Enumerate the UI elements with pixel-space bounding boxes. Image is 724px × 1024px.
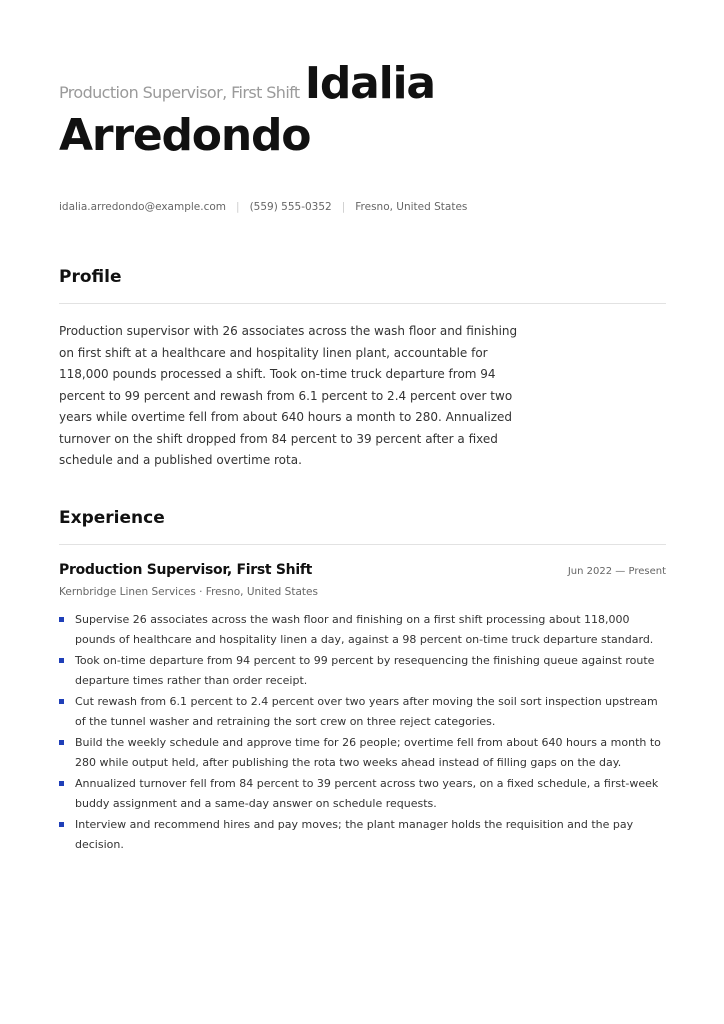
job-bullet-text: Build the weekly schedule and approve time for 26 people; overtime fell from about 640 hours a month to 280 while output held, after publishing the rota two weeks ahead instead of filling gaps on the day. <box>75 736 661 769</box>
job-bullet-text: Took on-time departure from 94 percent to 99 percent by resequencing the finishing queue against route departure times rather than order receipt. <box>75 654 655 687</box>
job-bullet <box>59 815 666 854</box>
headline: Production Supervisor, First Shift <box>59 83 300 102</box>
job-bullet-text: Supervise 26 associates across the wash floor and finishing on a first shift processing about 118,000 pounds of healthcare and hospitality linen a day, against a 98 percent on-time truck departure standard. <box>75 613 654 646</box>
job-bullet-text: Cut rewash from 6.1 percent to 2.4 percent over two years after moving the soil sort inspection upstream of the tunnel washer and retraining the sort crew on three reject categories. <box>75 695 658 728</box>
bullet-square-icon <box>59 740 64 745</box>
profile-heading: Profile <box>59 267 122 287</box>
name-last: Arredondo <box>59 110 311 161</box>
contact-separator: | <box>236 201 240 213</box>
job-title: Production Supervisor, First Shift <box>59 562 313 578</box>
experience-heading: Experience <box>59 508 165 528</box>
contact-phone[interactable]: (559) 555-0352 <box>249 201 332 213</box>
contact-location: Fresno, United States <box>355 201 468 213</box>
job-bullet <box>59 733 666 772</box>
bullet-square-icon <box>59 699 64 704</box>
contact-email[interactable]: idalia.arredondo@example.com <box>59 201 227 213</box>
bullet-square-icon <box>59 822 64 827</box>
job-bullet-text: Annualized turnover fell from 84 percent to 39 percent across two years, on a fixed schedule, a first-week buddy assignment and a same-day answer on schedule requests. <box>75 777 659 810</box>
job-organization: Kernbridge Linen Services · Fresno, United States <box>59 586 318 598</box>
job-bullet-list <box>59 610 666 856</box>
bullet-square-icon <box>59 617 64 622</box>
job-bullet <box>59 692 666 731</box>
job-bullet-text: Interview and recommend hires and pay moves; the plant manager holds the requisition and the pay decision. <box>75 818 634 851</box>
contact-line <box>59 201 467 213</box>
job-bullet <box>59 651 666 690</box>
bullet-square-icon <box>59 781 64 786</box>
job-dates: Jun 2022 — Present <box>567 566 666 577</box>
name-block <box>59 58 539 162</box>
profile-summary: Production supervisor with 26 associates across the wash floor and finishing on first shift at a healthcare and hospitality linen plant, accountable for 118,000 pounds processed a shift. Took on-time truck departure from 94 percent to 99 percent and rewash from 6.1 percent to 2.4 percent over two years while overtime fell from about 640 hours a month to 280. Annualized turnover on the shift dropped from 84 percent to 39 percent after a fixed schedule and a published overtime rota. <box>59 324 518 467</box>
contact-separator: | <box>341 201 346 213</box>
bullet-square-icon <box>59 658 64 663</box>
resume-header <box>59 58 539 162</box>
experience-divider <box>59 544 666 545</box>
profile-divider <box>59 303 666 304</box>
job-bullet <box>59 610 666 649</box>
job-bullet <box>59 774 666 813</box>
name-first: Idalia <box>304 58 435 109</box>
